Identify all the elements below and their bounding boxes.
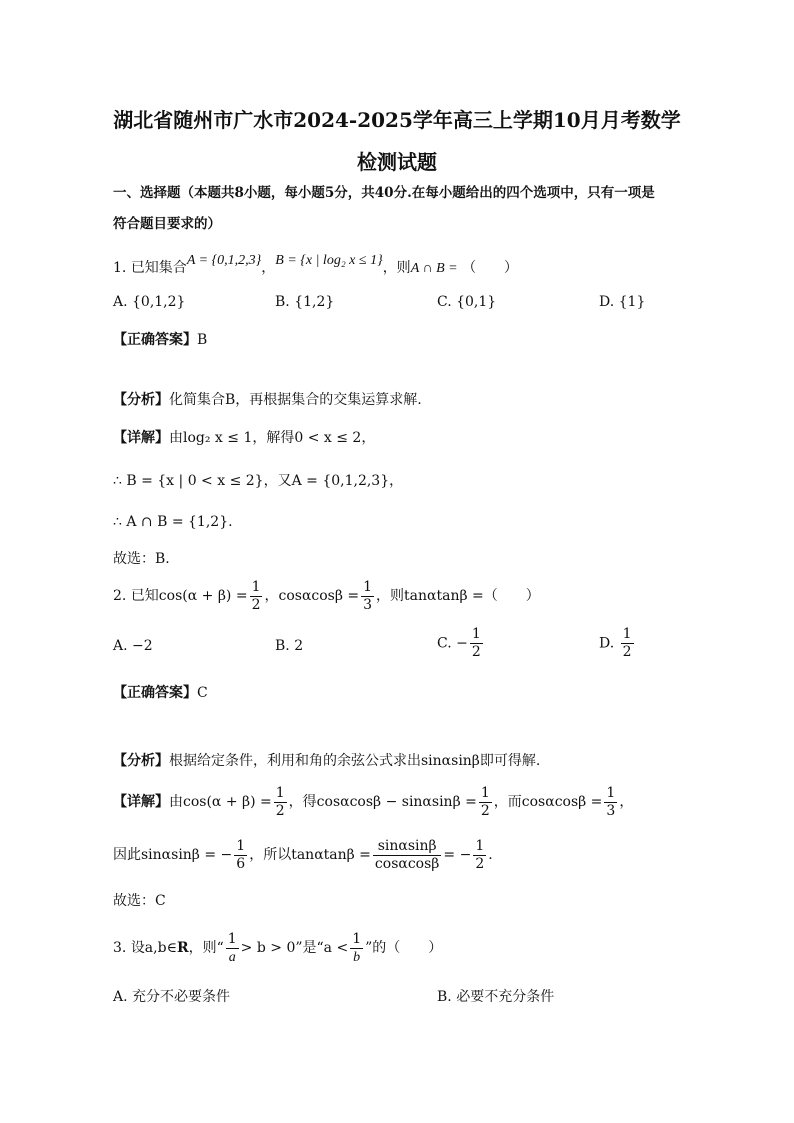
q2-detail-1d: ， — [619, 794, 634, 810]
q2-answer-label: 【正确答案】 — [113, 685, 197, 701]
q3-stem — [113, 930, 442, 966]
q2-answer-value: C — [197, 685, 208, 701]
q2-option-c — [437, 626, 485, 661]
q2-option-c-label: C. − — [437, 635, 468, 652]
q2-half-fraction — [250, 579, 263, 614]
q2-detail-frac-3-den: 3 — [606, 802, 616, 819]
q2-prompt-b: ，cosαcosβ = — [264, 588, 360, 604]
q2-option-c-den: 2 — [471, 644, 481, 660]
q2-option-b: B. 2 — [275, 638, 304, 654]
q2-detail-frac-2-den: 2 — [480, 802, 490, 819]
q3-frac-a-den: a — [228, 949, 236, 965]
q1-stem — [113, 253, 519, 279]
q1-number: 1. — [113, 260, 127, 276]
q2-detail-2c: = − — [443, 847, 472, 863]
q1-option-a: A. {0,1,2} — [113, 294, 186, 310]
q2-detail-label: 【详解】 — [113, 794, 169, 810]
q2-analysis-text: 根据给定条件，利用和角的余弦公式求出sinαsinβ即可得解. — [169, 753, 541, 769]
q2-detail-frac-1-den: 2 — [275, 802, 285, 819]
q2-half-num: 1 — [251, 578, 261, 595]
q2-prompt-a: 已知cos(α + β) = — [130, 588, 248, 604]
q2-third-den: 3 — [363, 596, 373, 613]
q2-detail-2b: ，所以tanαtanβ = — [249, 847, 371, 863]
q2-detail-frac-4 — [234, 838, 247, 873]
q1-option-c: C. {0,1} — [437, 294, 497, 310]
q3-frac-a-num: 1 — [227, 930, 237, 947]
q1-detail-line3: ∴ A ∩ B = {1,2}. — [113, 514, 233, 530]
q1-answer — [113, 330, 207, 350]
q3-prompt-a: 设a,b∈ — [130, 940, 177, 956]
q3-real-set: R — [176, 940, 189, 956]
q2-option-a: A. −2 — [113, 638, 153, 654]
q1-detail — [113, 428, 375, 448]
q2-analysis — [113, 751, 540, 771]
doc-title-line1: 湖北省随州市广水市2024-2025学年高三上学期10月月考数学 — [113, 108, 681, 132]
q1-analysis-label: 【分析】 — [113, 392, 169, 408]
q2-detail-frac-1 — [274, 785, 287, 820]
q1-detail-line2: ∴ B = {x | 0 < x ≤ 2}，又A = {0,1,2,3}， — [113, 473, 404, 489]
q2-option-d-den: 2 — [622, 644, 632, 660]
q2-detail-frac-3-num: 1 — [606, 784, 616, 801]
q2-stem — [113, 578, 540, 614]
q2-detail-1b: ，得cosαcosβ − sinαsinβ = — [288, 794, 477, 810]
q2-detail-frac-2-num: 1 — [480, 784, 490, 801]
q2-detail-1c: ，而cosαcosβ = — [493, 794, 603, 810]
q1-answer-label: 【正确答案】 — [113, 332, 197, 348]
q2-detail-frac-6-num: 1 — [475, 837, 485, 854]
q2-third-num: 1 — [363, 578, 373, 595]
q2-detail-frac-5-den: cosαcosβ — [374, 855, 440, 872]
q2-detail-frac-5-num: sinαsinβ — [373, 838, 441, 856]
q2-detail-frac-2 — [479, 785, 492, 820]
q1-conclusion: 故选：B. — [113, 551, 170, 567]
q2-analysis-label: 【分析】 — [113, 753, 169, 769]
q3-prompt-d: ”的（ ） — [365, 940, 443, 956]
q2-detail-frac-6-den: 2 — [475, 855, 485, 872]
q2-detail-frac-6 — [473, 838, 486, 873]
q2-option-d-num: 1 — [622, 626, 632, 642]
q2-detail — [113, 784, 633, 820]
q2-detail-2d: . — [488, 847, 493, 863]
q3-frac-b — [350, 931, 363, 966]
q2-half-den: 2 — [251, 596, 261, 613]
q2-option-d-label: D. — [599, 635, 615, 652]
q2-option-c-num: 1 — [471, 626, 481, 642]
q1-option-d: D. {1} — [599, 294, 646, 310]
q2-detail-line2 — [113, 837, 493, 873]
section-header-cont: 符合题目要求的） — [113, 216, 221, 232]
q2-answer — [113, 683, 208, 703]
q1-ask: A ∩ B = — [410, 261, 458, 276]
q3-frac-b-den: b — [353, 949, 361, 965]
q1-detail-label: 【详解】 — [113, 430, 169, 446]
q1-analysis-text: 化简集合B，再根据集合的交集运算求解. — [169, 392, 422, 408]
q1-setA: A = {0,1,2,3} — [186, 253, 262, 268]
q3-frac-a — [226, 931, 239, 966]
q1-prompt: 已知集合 — [130, 260, 187, 276]
q2-option-c-fraction — [470, 626, 483, 661]
q2-detail-frac-1-num: 1 — [275, 784, 285, 801]
q3-prompt-b: ，则“ — [188, 940, 224, 956]
q3-frac-b-num: 1 — [352, 930, 362, 947]
q2-detail-1a: 由cos(α + β) = — [169, 794, 272, 810]
q3-prompt-c: > b > 0”是“a < — [240, 940, 349, 956]
q3-option-a: A. 充分不必要条件 — [113, 989, 231, 1005]
q2-conclusion: 故选：C — [113, 893, 166, 909]
q2-detail-frac-4-num: 1 — [236, 837, 246, 854]
q1-answer-value: B — [197, 332, 208, 348]
q2-detail-frac-3 — [604, 785, 617, 820]
q2-number: 2. — [113, 588, 127, 604]
q2-option-d-fraction — [621, 626, 634, 661]
q1-then: ，则 — [382, 260, 411, 276]
q1-comma: ， — [261, 260, 276, 276]
section-header: 一、选择题（本题共8小题，每小题5分，共40分.在每小题给出的四个选项中，只有一项是 — [113, 185, 655, 201]
q2-detail-frac-5 — [373, 838, 441, 873]
q2-option-d — [599, 626, 636, 661]
q3-number: 3. — [113, 940, 127, 956]
q2-detail-2a: 因此sinαsinβ = − — [113, 847, 233, 863]
q1-setB: B = {x | log₂ x ≤ 1} — [275, 253, 383, 268]
q1-paren: （ ） — [462, 260, 519, 276]
q3-option-b: B. 必要不充分条件 — [437, 989, 555, 1005]
q1-detail-line1: 由log₂ x ≤ 1，解得0 < x ≤ 2， — [169, 430, 376, 446]
q2-third-fraction — [361, 579, 374, 614]
q1-analysis — [113, 390, 422, 410]
doc-title-line2: 检测试题 — [357, 150, 437, 174]
q1-option-b: B. {1,2} — [275, 294, 335, 310]
q2-prompt-c: ，则tanαtanβ =（ ） — [376, 588, 540, 604]
q2-detail-frac-4-den: 6 — [236, 855, 246, 872]
